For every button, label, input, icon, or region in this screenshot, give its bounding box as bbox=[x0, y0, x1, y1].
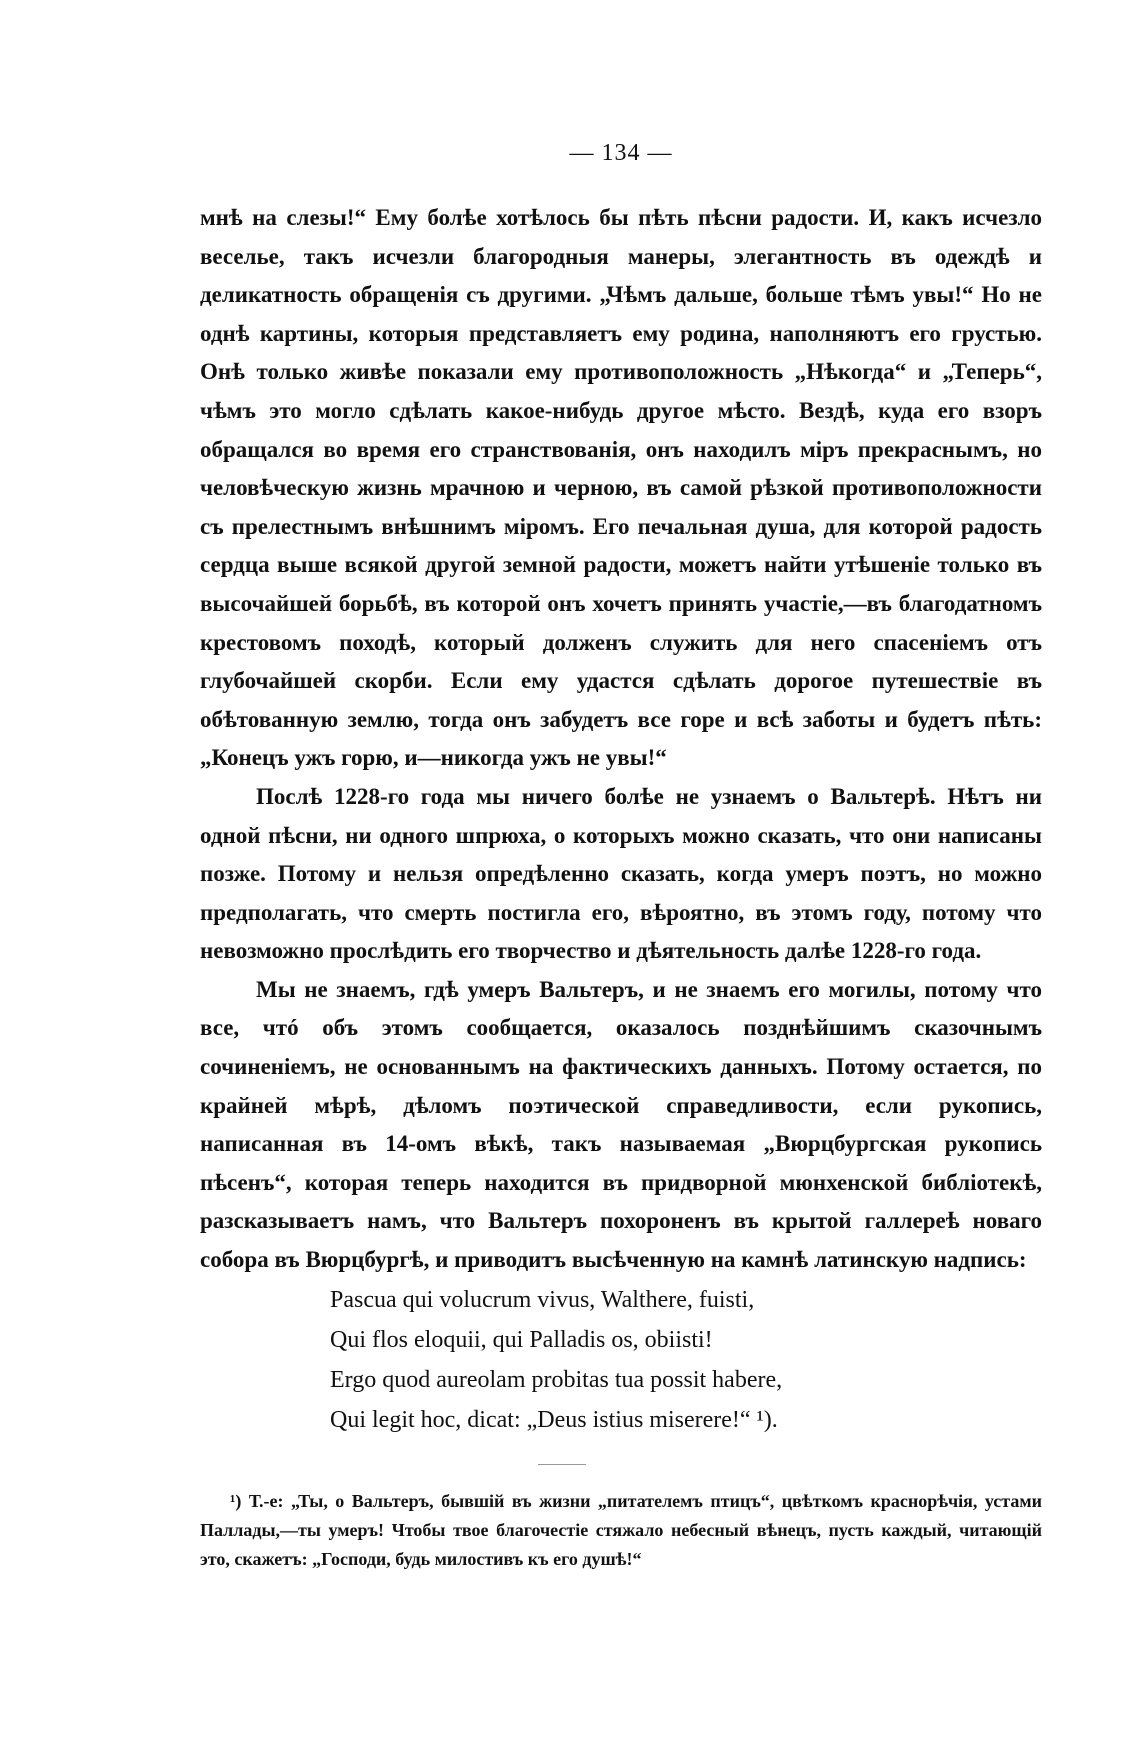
verse-line: Qui flos eloquii, qui Palladis os, obiisti! bbox=[330, 1326, 713, 1353]
latin-inscription bbox=[330, 1280, 1042, 1440]
page-number: — 134 — bbox=[569, 140, 673, 166]
footnote-text: Т.-е: „Ты, о Вальтеръ, бывшій въ жизни „питателемъ птицъ“, цвѣткомъ краснорѣчія, устами Паллады,—ты умеръ! Чтобы твое благочестіе стяжало небесный вѣнецъ, пусть каждый, читающій это, скажетъ: „Господи, будь милостивъ къ его душѣ!“ bbox=[200, 1490, 1042, 1569]
body-text bbox=[200, 199, 1042, 1280]
paragraph-grave: Мы не знаемъ, гдѣ умеръ Вальтеръ, и не знаемъ его могилы, потому что все, чтó объ этомъ сообщается, оказалось позднѣйшимъ сказочнымъ сочиненіемъ, не основаннымъ на фактическихъ данныхъ. Потому остается, по крайней мѣрѣ, дѣломъ поэтической справедливости, если рукопись, написанная въ 14-омъ вѣкѣ, такъ называемая „Вюрцбургская рукопись пѣсенъ“, которая теперь находится въ придворной мюнхенской библіотекѣ, разсказываетъ намъ, что Вальтеръ похороненъ въ крытой галлереѣ новаго собора въ Вюрцбургѣ, и приводитъ высѣченную на камнѣ латинскую надпись: bbox=[200, 976, 1042, 1273]
footnote bbox=[200, 1487, 1042, 1574]
verse-line: Ergo quod aureolam probitas tua possit habere, bbox=[330, 1366, 783, 1393]
footnote-divider bbox=[538, 1464, 586, 1465]
book-page bbox=[200, 140, 1042, 1574]
paragraph-after-1228: Послѣ 1228-го года мы ничего болѣе не узнаемъ о Вальтерѣ. Нѣтъ ни одной пѣсни, ни одного шпрюха, о которыхъ можно сказать, что они написаны позже. Потому и нельзя опредѣленно сказать, когда умеръ поэтъ, но можно предполагать, что смерть постигла его, вѣроятно, въ этомъ году, потому что невозможно прослѣдить его творчество и дѣятельность далѣе 1228-го года. bbox=[200, 783, 1042, 964]
paragraph-continuation: мнѣ на слезы!“ Ему болѣе хотѣлось бы пѣть пѣсни радости. И, какъ исчезло веселье, такъ исчезли благородныя манеры, элегантность въ одеждѣ и деликатность обращенія съ другими. „Чѣмъ дальше, больше тѣмъ увы!“ Но не однѣ картины, которыя представляетъ ему родина, наполняютъ его грустью. Онѣ только живѣе показали ему противоположность „Нѣкогда“ и „Теперь“, чѣмъ это могло сдѣлать какое-нибудь другое мѣсто. Вездѣ, куда его взоръ обращался во время его странствованія, онъ находилъ міръ прекраснымъ, но человѣческую жизнь мрачною и черною, въ самой рѣзкой противоположности съ прелестнымъ внѣшнимъ міромъ. Его печальная душа, для которой радость сердца выше всякой другой земной радости, можетъ найти утѣшеніе только въ высочайшей борьбѣ, въ которой онъ хочетъ принять участіе,—въ благодатномъ крестовомъ походѣ, который долженъ служить для него спасеніемъ отъ глубочайшей скорби. Если ему удастся сдѣлать дорогое путешествіе въ обѣтованную землю, тогда онъ забудетъ все горе и всѣ заботы и будетъ пѣть: „Конецъ ужъ горю, и—никогда ужъ не увы!“ bbox=[200, 205, 1042, 771]
verse-line: Qui legit hoc, dicat: „Deus istius miserere!“ ¹). bbox=[330, 1406, 778, 1433]
verse-line: Pascua qui volucrum vivus, Walthere, fuisti, bbox=[330, 1286, 755, 1313]
footnote-marker: ¹) bbox=[230, 1490, 242, 1511]
